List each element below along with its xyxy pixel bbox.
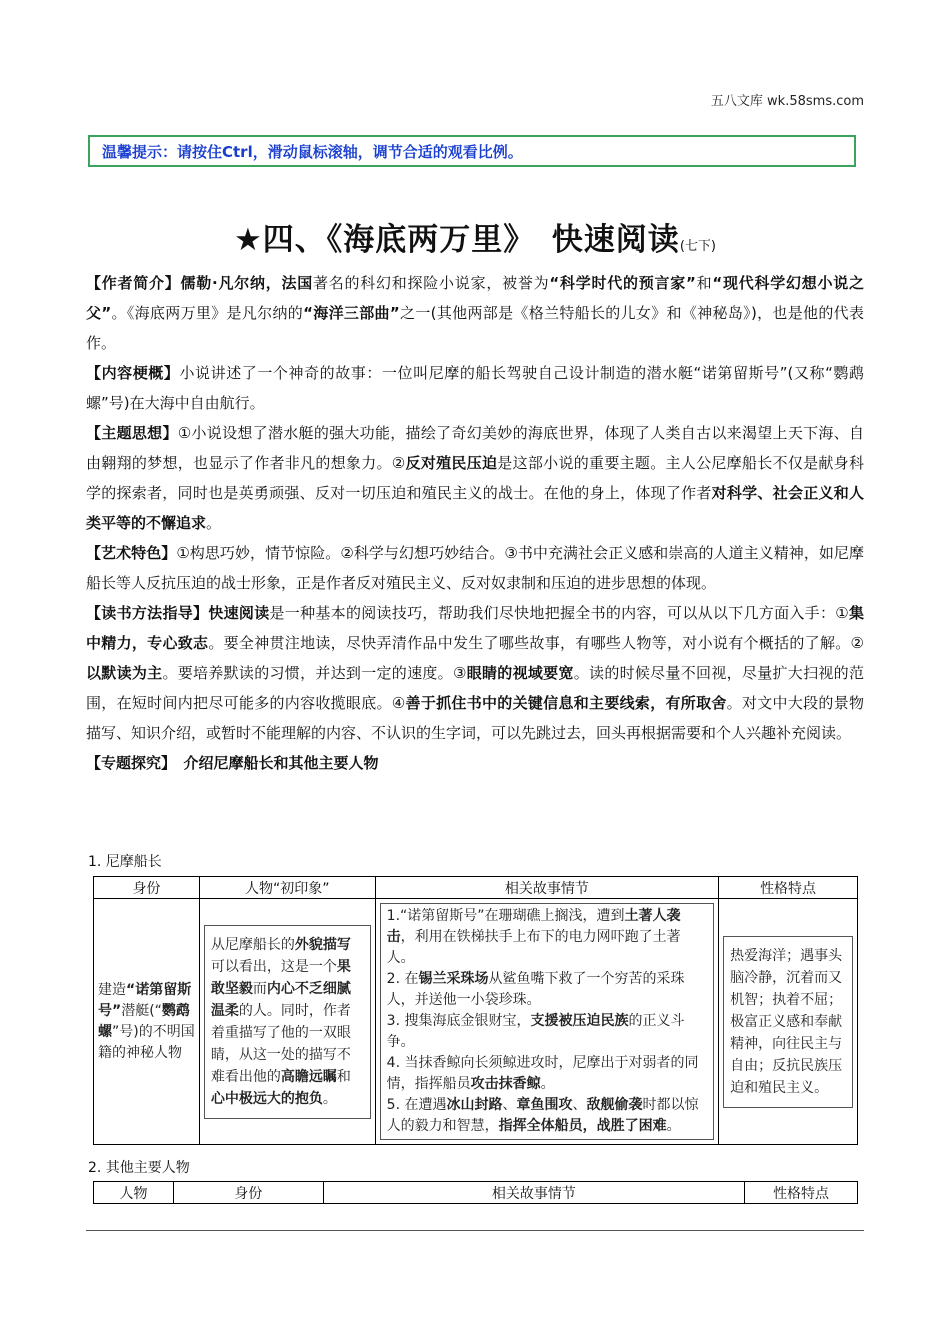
subheading-nemo: 1. 尼摩船长 (88, 854, 162, 870)
author-bold-2: “科学时代的预言家” (549, 274, 696, 292)
identity-bold-2: 鹦鹉螺 (98, 1002, 190, 1040)
subheading-others: 2. 其他主要人物 (88, 1160, 190, 1176)
cell-identity (94, 899, 200, 1145)
footer-divider (86, 1230, 864, 1231)
method-text-4: 。读的时候尽量不回视，尽量扩大扫视的范围，在短时间内把尽可能多的内容收揽眼底。④ (86, 664, 864, 712)
method-text-2: 。要全神贯注地读，尽快弄清作品中发生了哪些故事，有哪些人物等，对小说有个概括的了解。② (208, 634, 864, 652)
nemo-table (93, 876, 858, 1145)
identity-text-2: 潜艇(“ (121, 1002, 162, 1019)
author-text-4: 。《海底两万里》是凡尔纳的 (111, 304, 304, 322)
content-summary (86, 358, 864, 418)
author-text-5: 之一(其他两部是《格兰特船长的儿女》和《神秘岛》)，也是他的代表作。 (86, 304, 865, 352)
story-5-bold-1: 冰山封路 (446, 1097, 503, 1113)
impression-bold-1: 外貌描写 (294, 936, 351, 953)
site-watermark: 五八文库 wk.58sms.com (710, 94, 864, 109)
story-5-text-4: 时都以惊人的毅力和智慧， (386, 1097, 699, 1134)
art-text: ①构思巧妙，情节惊险。②科学与幻想巧妙结合。③书中充满社会正义感和崇高的人道主义精神，如尼摩船长等人反抗压迫的战士形象，正是作者反对殖民主义、反对奴隶制和压迫的进步思想的体现。 (86, 544, 864, 592)
table-header-row (94, 1182, 858, 1204)
author-name: 儒勒·凡尔纳， (180, 274, 282, 292)
method-bold-5: 善于抓住书中的关键信息和主要线索，有所取舍 (405, 694, 727, 712)
header-traits-2: 性格特点 (745, 1182, 858, 1204)
story-2-text-2: 从鲨鱼嘴下救了一个穷苦的采珠人，并送他一小袋珍珠。 (386, 971, 685, 1008)
theme-text-1: ①小说设想了潜水艇的强大功能，描绘了奇幻美妙的海底世界，体现了人类自古以来渴望上天下海、自由翱翔的梦想，也显示了作者非凡的想象力。② (86, 424, 864, 472)
story-3-bold-1: 支援被压迫民族 (530, 1013, 629, 1029)
story-5-text-5: 。 (666, 1118, 681, 1134)
theme-bold-1: 反对殖民压迫 (405, 454, 498, 472)
header-story-2: 相关故事情节 (323, 1182, 744, 1204)
impression-text-5: 和 (336, 1068, 351, 1085)
cell-impression (199, 899, 375, 1145)
author-text-3: 和 (695, 274, 713, 292)
method-bold-4: 眼睛的视域要宽 (466, 664, 574, 682)
impression-bold-4: 高瞻远瞩 (280, 1068, 337, 1085)
impression-text-3: 而 (252, 980, 267, 997)
header-person: 人物 (94, 1182, 174, 1204)
body-text (86, 268, 864, 778)
story-4-text-2: 。 (540, 1076, 555, 1092)
story-5-bold-2: 章鱼围攻 (516, 1097, 573, 1113)
author-bold-3: “现代科学幻想小说之父” (86, 274, 864, 322)
story-5-text-3: 、 (572, 1097, 587, 1113)
author-text-2: 著名的科幻和探险小说家，被誉为 (313, 274, 550, 292)
topic-text: 介绍尼摩船长和其他主要人物 (168, 754, 379, 772)
identity-bold-1: “诺第留斯号” (98, 981, 192, 1019)
content-tag: 【内容梗概】 (86, 364, 180, 382)
story-1-bold-1: 土著人袭击 (386, 908, 681, 945)
others-table (93, 1181, 858, 1204)
author-bold-1: 法国 (281, 274, 314, 292)
content-text: 小说讲述了一个神奇的故事：一位叫尼摩的船长驾驶自己设计制造的潜水艇“诺第留斯号”(又称“鹦鹉螺”号)在大海中自由航行。 (86, 364, 864, 412)
traits-text: 热爱海洋；遇事头脑冷静，沉着而又机智；执着不屈；极富正义感和奉献精神，向往民主与自由；反抗民族压迫和殖民主义。 (723, 936, 853, 1108)
author-intro (86, 268, 864, 358)
impression-text-1: 从尼摩船长的 (210, 936, 295, 953)
story-5-text-1: 5. 在遭遇 (386, 1097, 447, 1113)
identity-text-1: 建造 (98, 981, 126, 998)
story-2-text-1: 2. 在 (386, 971, 419, 987)
viewing-tip: 温馨提示：请按住Ctrl，滑动鼠标滚轴，调节合适的观看比例。 (88, 135, 856, 167)
method-bold-3: 以默读为主 (86, 664, 163, 682)
method-bold-1: 快速阅读 (208, 604, 270, 622)
story-4-bold-1: 攻击抹香鲸 (470, 1076, 541, 1092)
header-impression: 人物“初印象” (199, 877, 375, 899)
topic (86, 748, 864, 778)
theme (86, 418, 864, 538)
theme-text-2: 是这部小说的重要主题。主人公尼摩船长不仅是献身科学的探索者，同时也是英勇顽强、反对一切压迫和殖民主义的战士。在他的身上，体现了作者 (86, 454, 864, 502)
theme-bold-2: 对科学、社会正义和人类平等的不懈追求 (86, 484, 864, 532)
story-item-3 (387, 1011, 707, 1053)
topic-tag: 【专题探究】 (86, 754, 169, 772)
header-traits: 性格特点 (719, 877, 858, 899)
impression-text-4: 的人。同时，作者着重描写了他的一双眼睛，从这一处的描写不难看出他的 (210, 1002, 351, 1085)
table-row (94, 899, 858, 1145)
method-bold-2: 集中精力，专心致志 (86, 604, 864, 652)
story-item-1 (387, 906, 707, 969)
header-identity-2: 身份 (173, 1182, 323, 1204)
author-tag: 【作者简介】 (86, 274, 181, 292)
title-grade: (七下) (679, 239, 716, 254)
page-title (0, 214, 950, 259)
method-tag: 【读书方法指导】 (86, 604, 209, 622)
method-text-1: 是一种基本的阅读技巧，帮助我们尽快地把握全书的内容，可以从以下几方面入手：① (269, 604, 849, 622)
impression-bold-5: 心中极远大的抱负 (210, 1090, 323, 1107)
theme-tag: 【主题思想】 (86, 424, 178, 442)
story-item-4 (387, 1053, 707, 1095)
story-4-text-1: 4. 当抹香鲸向长须鲸进攻时，尼摩出于对弱者的同情，指挥船员 (386, 1055, 699, 1092)
story-1-text-2: ，利用在铁梯扶手上布下的电力网吓跑了土著人。 (386, 929, 681, 966)
story-2-bold-1: 锡兰采珠场 (418, 971, 489, 987)
story-5-bold-4: 指挥全体船员，战胜了困难 (498, 1118, 667, 1134)
story-3-text-2: 的正义斗争。 (386, 1013, 685, 1050)
story-5-bold-3: 敌舰偷袭 (586, 1097, 643, 1113)
identity-text-3: ”号)的不明国籍的神秘人物 (98, 1023, 195, 1061)
header-story: 相关故事情节 (375, 877, 718, 899)
impression-text-6: 。 (322, 1090, 337, 1107)
cell-story (375, 899, 718, 1145)
art-tag: 【艺术特色】 (86, 544, 177, 562)
impression-text-2: 可以看出，这是一个 (210, 958, 337, 975)
story-1-text-1: 1.“诺第留斯号”在珊瑚礁上搁浅，遭到 (386, 908, 625, 924)
cell-traits (719, 899, 858, 1145)
impression-bold-3: 内心不乏细腻温柔 (210, 980, 351, 1019)
theme-text-3: 。 (206, 514, 222, 532)
table-header-row (94, 877, 858, 899)
story-item-2 (387, 969, 707, 1011)
impression-bold-2: 果敢坚毅 (210, 958, 351, 997)
header-identity: 身份 (94, 877, 200, 899)
reading-method (86, 598, 864, 748)
story-5-text-2: 、 (502, 1097, 517, 1113)
method-text-3: 。要培养默读的习惯，并达到一定的速度。③ (162, 664, 467, 682)
author-bold-4: “海洋三部曲” (303, 304, 400, 322)
art-features (86, 538, 864, 598)
method-text-5: 。对文中大段的景物描写、知识介绍，或暂时不能理解的内容、不认识的生字词，可以先跳过去，回头再根据需要和个人兴趣补充阅读。 (86, 694, 864, 742)
title-main: ★四、《海底两万里》 快速阅读 (234, 222, 680, 258)
story-item-5 (387, 1095, 707, 1137)
story-3-text-1: 3. 搜集海底金银财宝， (386, 1013, 531, 1029)
